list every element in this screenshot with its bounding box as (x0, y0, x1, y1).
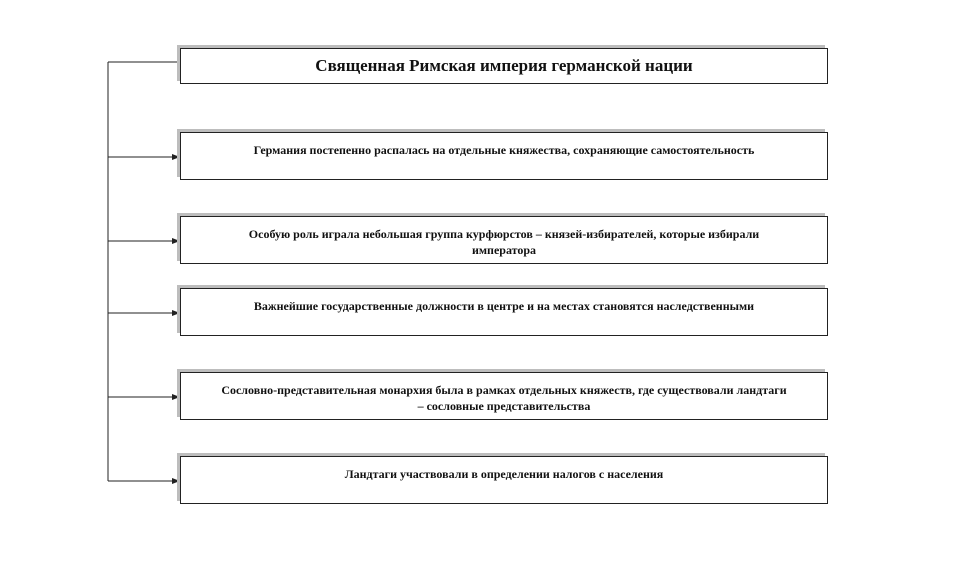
item-text-5: Ландтаги участвовали в определении налогов с населения (344, 467, 664, 481)
item-text-3: Важнейшие государственные должности в центре и на местах становятся наследственными (253, 299, 755, 313)
diagram-title-box (180, 48, 828, 84)
item-box-3 (180, 288, 828, 336)
item-text-2: Особую роль играла небольшая группа курфюрстов – князей-избирателей, которые избирали императора (248, 227, 760, 257)
diagram-title: Священная Римская империя германской нации (315, 56, 693, 75)
item-text-1: Германия постепенно распалась на отдельные княжества, сохраняющие самостоятельность (253, 143, 755, 157)
item-text-4: Сословно-представительная монархия была в рамках отдельных княжеств, где существовали ландтаги – сословные представительства (221, 383, 787, 413)
arrow-2 (108, 238, 180, 244)
item-box-5 (180, 456, 828, 504)
arrow-1 (108, 154, 180, 160)
arrow-3 (108, 310, 180, 316)
item-box-4 (180, 372, 828, 420)
item-box-2 (180, 216, 828, 264)
arrow-5 (108, 478, 180, 484)
arrow-4 (108, 394, 180, 400)
item-box-1 (180, 132, 828, 180)
